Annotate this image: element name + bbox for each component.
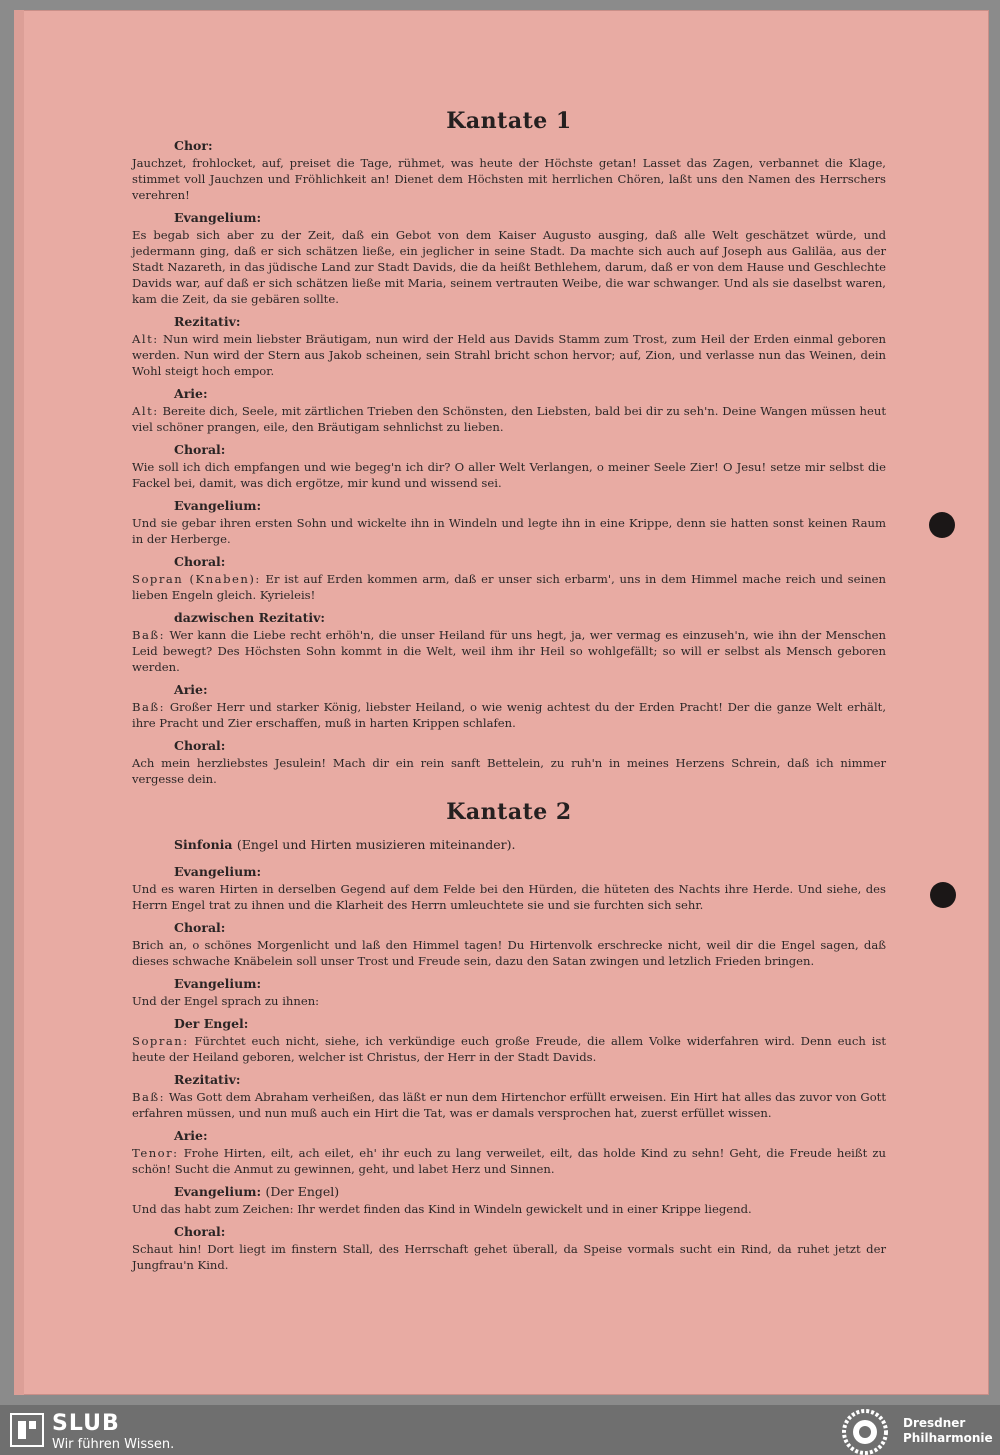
section-text: Brich an, o schönes Morgenlicht und laß den Himmel tagen! Du Hirtenvolk erschrecke nicht, weil dir die Engel sagen, daß dieses schwache Knäbelein soll unser Trost und Freude sein, dazu den Satan zwingen und letzlich Frieden bringen. — [132, 938, 886, 968]
section-text: Alt: Nun wird mein liebster Bräutigam, nun wird der Held aus Davids Stamm zum Trost, zum Heil der Erden einmal geboren werden. Nun wird der Stern aus Jakob scheinen, sein Strahl bricht schon hervor; auf, Zion, und verlasse nun das Weinen, dein Wohl steigt hoch empor. — [132, 332, 887, 378]
section-heading: Rezitativ: — [174, 1072, 241, 1087]
section-block — [132, 1184, 886, 1217]
section-heading: Evangelium: (Der Engel) — [174, 1184, 340, 1199]
section-text: Und sie gebar ihren ersten Sohn und wickelte ihn in Windeln und legte ihn in eine Krippe, denn sie hatten sonst keinen Raum in der Herberge. — [132, 516, 886, 546]
section-block — [132, 498, 886, 547]
section-block — [132, 682, 886, 731]
voice-label: Baß: — [132, 1090, 166, 1104]
slub-claim: Wir führen Wissen. — [52, 1437, 175, 1452]
section-heading: Choral: — [174, 554, 226, 569]
section-heading: Arie: — [174, 1128, 208, 1143]
philharmonie-logo-icon — [842, 1409, 888, 1455]
section-heading: Choral: — [174, 1224, 226, 1239]
section-heading: Evangelium: — [174, 864, 262, 879]
section-text: Sopran (Knaben): Er ist auf Erden kommen arm, daß er unser sich erbarm', uns in dem Himmel mache reich und seinen lieben Engeln gleich. Kyrieleis! — [132, 572, 886, 602]
section-heading: Choral: — [174, 738, 226, 753]
slub-logo-icon — [10, 1413, 44, 1447]
punch-hole-upper — [929, 512, 955, 538]
section-block — [132, 554, 886, 603]
section-text: Tenor: Frohe Hirten, eilt, ach eilet, eh' ihr euch zu lang verweilet, eilt, das holde Kind zu sehn! Geht, die Freude heißt zu schön! Sucht die Anmut zu gewinnen, geht, und labet Herz und Sinnen. — [132, 1146, 886, 1176]
section-text: Und es waren Hirten in derselben Gegend auf dem Felde bei den Hürden, die hüteten des Nachts ihre Herde. Und siehe, des Herrn Engel trat zu ihnen und die Klarheit des Herrn umleuchtete sie und sie furchten sich sehr. — [132, 882, 886, 912]
section-text: Alt: Bereite dich, Seele, mit zärtlichen Trieben den Schönsten, den Liebsten, bald bei dir zu seh'n. Deine Wangen müssen heut viel schöner prangen, eile, den Bräutigam sehnlichst zu lieben. — [132, 404, 886, 434]
section-block — [132, 920, 886, 969]
section-heading: Rezitativ: — [174, 314, 241, 329]
cantata-2-sections — [132, 864, 886, 1273]
footer-bar — [0, 1405, 1000, 1455]
voice-label: Alt: — [132, 332, 159, 346]
section-text: Baß: Wer kann die Liebe recht erhöh'n, die unser Heiland für uns hegt, ja, wer vermag es einzuseh'n, wie ihn der Menschen Leid bewegt? Des Höchsten Sohn kommt in die Welt, weil ihm ihr Heil so wohlgefällt; so will er selbst als Mensch geboren werden. — [132, 628, 886, 674]
philharmonie-name-line1: Dresdner — [903, 1416, 966, 1430]
section-heading: Chor: — [174, 138, 213, 153]
section-text: Wie soll ich dich empfangen und wie begeg'n ich dir? O aller Welt Verlangen, o meiner Seele Zier! O Jesu! setze mir selbst die Fackel bei, damit, was dich ergötze, mir kund und wissend sei. — [132, 460, 886, 490]
section-block — [132, 1016, 886, 1065]
section-block — [132, 1128, 886, 1177]
cantata-1-sections — [132, 138, 886, 787]
voice-label: Baß: — [132, 628, 166, 642]
cantata-2-title: Kantate 2 — [446, 799, 572, 825]
section-block — [132, 138, 886, 203]
voice-label: Baß: — [132, 700, 166, 714]
section-text: Es begab sich aber zu der Zeit, daß ein Gebot von dem Kaiser Augusto ausging, daß alle Welt geschätzet würde, und jedermann ging, daß er sich schätzen ließe, ein jeglicher in seine Stadt. Da machte sich auch auf Joseph aus Galiläa, aus der Stadt Nazareth, in das jüdische Land zur Stadt Davids, die da heißt Bethlehem, darum, daß er von dem Hause und Geschlechte Davids war, auf daß er sich schätzen ließe mit Maria, seinem vertrauten Weibe, die war schwanger. Und als sie daselbst waren, kam die Zeit, da sie gebären sollte. — [132, 228, 886, 306]
section-text: Baß: Großer Herr und starker König, liebster Heiland, o wie wenig achtest du der Erden Pracht! Der die ganze Welt erhält, ihre Pracht und Zier erschaffen, muß in harten Krippen schlafen. — [132, 700, 886, 730]
section-heading: dazwischen Rezitativ: — [174, 610, 326, 625]
punch-hole-lower — [930, 882, 956, 908]
section-block — [132, 210, 886, 307]
section-block — [132, 738, 886, 787]
section-text: Und das habt zum Zeichen: Ihr werdet finden das Kind in Windeln gewickelt und in einer Krippe liegend. — [132, 1202, 752, 1216]
section-text: Und der Engel sprach zu ihnen: — [132, 994, 320, 1008]
section-heading: Choral: — [174, 920, 226, 935]
section-heading: Evangelium: — [174, 498, 262, 513]
section-heading: Evangelium: — [174, 976, 262, 991]
philharmonie-name-line2: Philharmonie — [903, 1431, 993, 1445]
sinfonia-heading: Sinfonia (Engel und Hirten musizieren miteinander). — [174, 837, 516, 852]
section-block — [132, 1072, 886, 1121]
section-text: Sopran: Fürchtet euch nicht, siehe, ich verkündige euch große Freude, die allem Volke widerfahren wird. Denn euch ist heute der Heiland geboren, welcher ist Christus, der Herr in der Stadt Davids. — [132, 1034, 887, 1064]
voice-label: Tenor: — [132, 1146, 179, 1160]
section-block — [132, 386, 886, 435]
section-block — [132, 976, 886, 1009]
section-block — [132, 1224, 886, 1273]
section-text: Ach mein herzliebstes Jesulein! Mach dir ein rein sanft Bettelein, zu ruh'n in meines Herzens Schrein, daß ich nimmer vergesse dein. — [132, 756, 886, 786]
section-heading: Arie: — [174, 682, 208, 697]
section-text: Schaut hin! Dort liegt im finstern Stall, des Herrschaft gehet überall, da Speise vormals sucht ein Rind, da ruhet jetzt der Jungfrau'n Kind. — [132, 1242, 886, 1272]
slub-name: SLUB — [52, 1411, 120, 1436]
section-heading: Arie: — [174, 386, 208, 401]
section-heading: Choral: — [174, 442, 226, 457]
section-heading: Der Engel: — [174, 1016, 249, 1031]
section-block — [132, 864, 886, 913]
program-text — [132, 108, 886, 1280]
voice-label: Sopran: — [132, 1034, 189, 1048]
section-heading: Evangelium: — [174, 210, 262, 225]
paper-fold-edge — [14, 10, 24, 1395]
section-block — [132, 314, 886, 379]
voice-label: Alt: — [132, 404, 159, 418]
section-text: Baß: Was Gott dem Abraham verheißen, das läßt er nun dem Hirtenchor erfüllt erweisen. Ein Hirt hat alles das zuvor von Gott erfahren müssen, und nun muß auch ein Hirt die Tat, was er damals versprochen hat, zuerst erfüllet wissen. — [132, 1090, 886, 1120]
section-text: Jauchzet, frohlocket, auf, preiset die Tage, rühmet, was heute der Höchste getan! Lasset das Zagen, verbannet die Klage, stimmet voll Jauchzen und Fröhlichkeit an! Dienet dem Höchsten mit herrlichen Chören, laßt uns den Namen des Herrschers verehren! — [132, 156, 886, 202]
cantata-1-title: Kantate 1 — [446, 108, 572, 134]
section-block — [132, 442, 886, 491]
voice-label: Sopran (Knaben): — [132, 572, 261, 586]
section-block — [132, 610, 886, 675]
